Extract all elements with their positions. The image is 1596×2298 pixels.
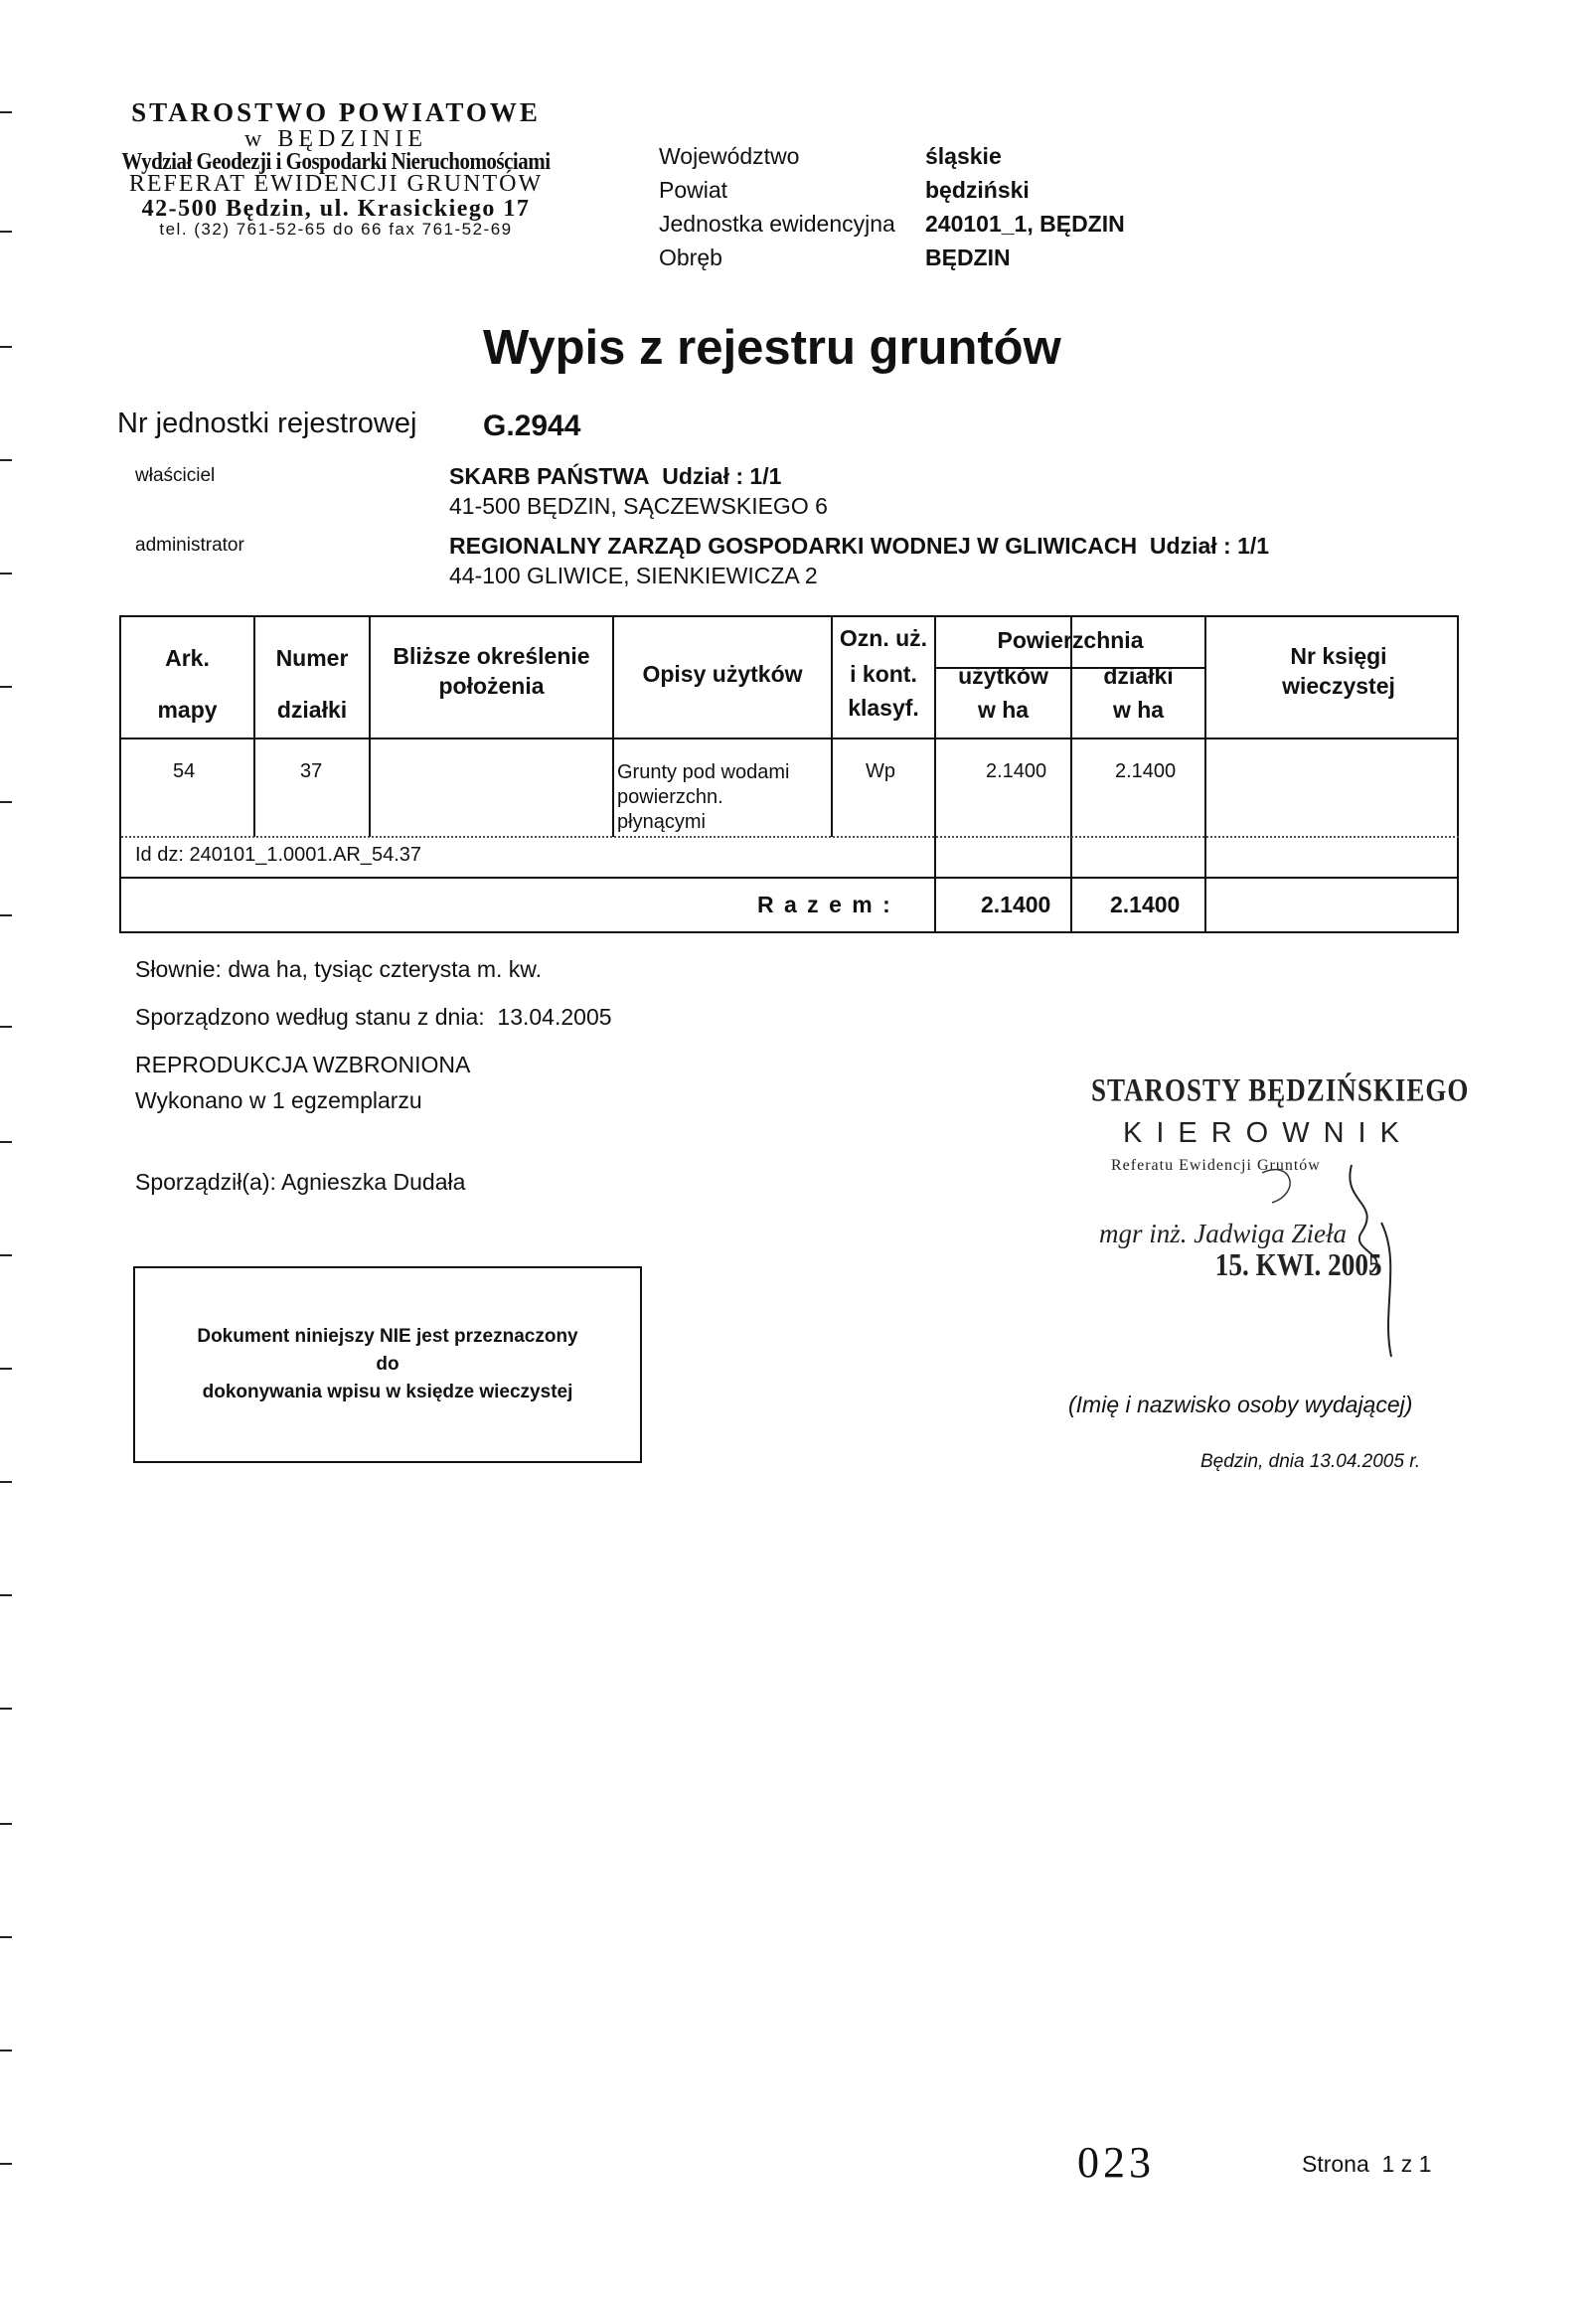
slownie: Słownie: dwa ha, tysiąc czterysta m. kw.: [135, 956, 543, 982]
sporzadzono-label: Sporządzono według stanu z dnia:: [135, 1004, 485, 1030]
parcel-table: [119, 615, 1459, 933]
sporzadzono: [135, 1004, 612, 1031]
stamp-line-4: mgr inż. Jadwiga Zieła: [1099, 1219, 1348, 1248]
notice-line-1: Dokument niniejszy NIE jest przeznaczony: [197, 1326, 578, 1347]
wojewodztwo-label: Województwo: [659, 143, 800, 169]
stamp-date: 15. KWI. 2005: [1214, 1246, 1382, 1282]
cell-pow-dzialki: 2.1400: [1115, 760, 1177, 782]
header-ozn-1: Ozn. uż.: [839, 625, 928, 651]
obreb-value: BĘDZIN: [925, 245, 1011, 270]
razem-label: R a z e m :: [757, 892, 892, 917]
cell-ark: 54: [173, 760, 196, 782]
cell-opis-line-2: powierzchn.: [617, 786, 723, 808]
office-line-5: 42-500 Będzin, ul. Krasickiego 17: [141, 195, 531, 222]
obreb-label: Obręb: [659, 245, 722, 270]
razem-uzytkow: 2.1400: [981, 892, 1051, 917]
cell-ozn: Wp: [866, 760, 895, 782]
administrator-address: 44-100 GLIWICE, SIENKIEWICZA 2: [449, 563, 818, 588]
wojewodztwo-value: śląskie: [925, 143, 1002, 169]
notice-line-3: dokonywania wpisu w księdze wieczystej: [202, 1382, 573, 1402]
cell-numer: 37: [300, 760, 323, 782]
powiat-label: Powiat: [659, 177, 728, 203]
cell-pow-uzytkow: 2.1400: [986, 760, 1047, 782]
office-line-1: STAROSTWO POWIATOWE: [131, 97, 541, 127]
office-line-4: REFERAT EWIDENCJI GRUNTÓW: [128, 171, 544, 198]
notice-line-2: do: [376, 1354, 399, 1375]
header-ark-2: mapy: [157, 697, 218, 723]
wlasciciel-role: właściciel: [135, 465, 216, 486]
notice-box: [133, 1266, 642, 1463]
wlasciciel-name: SKARB PAŃSTWA: [449, 463, 650, 489]
header-numer-2: działki: [276, 697, 348, 723]
stamp-line-2: KIEROWNIK: [1123, 1117, 1413, 1149]
header-ozn-3: klasyf.: [848, 695, 919, 721]
administrator-name: REGIONALNY ZARZĄD GOSPODARKI WODNEJ W GLIWICACH: [449, 533, 1138, 559]
signature: [1232, 1163, 1431, 1362]
office-stamp: [117, 99, 555, 239]
miejsce-data: Będzin, dnia 13.04.2005 r.: [1200, 1451, 1421, 1472]
strona: Strona 1 z 1: [1302, 2151, 1432, 2177]
office-line-3: Wydział Geodezji i Gospodarki Nieruchomościami: [121, 147, 551, 175]
header-dzialki-1: działki: [1103, 663, 1174, 689]
nr-jednostki-label: Nr jednostki rejestrowej: [117, 408, 417, 439]
id-dz: Id dz: 240101_1.0001.AR_54.37: [135, 844, 422, 866]
office-line-6: tel. (32) 761-52-65 do 66 fax 761-52-69: [159, 220, 513, 240]
header-ksiega: Nr księgi wieczystej: [1282, 643, 1395, 699]
nr-jednostki-value: G.2944: [483, 410, 581, 442]
page-number-hand: 023: [1077, 2138, 1155, 2187]
cell-opis: [617, 760, 789, 835]
office-line-2: w BĘDZINIE: [244, 125, 427, 152]
jednostka-value: 240101_1, BĘDZIN: [925, 211, 1125, 237]
header-ozn-2: i kont.: [850, 661, 917, 687]
cell-opis-line-1: Grunty pod wodami: [617, 761, 790, 783]
wlasciciel-block: [449, 461, 828, 521]
stamp-line-1: STAROSTY BĘDZIŃSKIEGO: [1091, 1071, 1470, 1108]
header-uzytkow-1: użytków: [958, 663, 1048, 689]
jednostka-label: Jednostka ewidencyjna: [659, 211, 895, 237]
header-dzialki-2: w ha: [1112, 697, 1165, 723]
wlasciciel-address: 41-500 BĘDZIN, SĄCZEWSKIEGO 6: [449, 493, 828, 519]
sporzadzil: Sporządził(a): Agnieszka Dudała: [135, 1169, 466, 1195]
administrator-role: administrator: [135, 535, 244, 556]
cell-opis-line-3: płynącymi: [617, 811, 706, 833]
header-ark-1: Ark.: [165, 645, 210, 671]
page-title: Wypis z rejestru gruntów: [483, 321, 1061, 375]
imie-label: (Imię i nazwisko osoby wydającej): [1068, 1392, 1413, 1417]
powiat-value: będziński: [925, 177, 1030, 203]
header-blizsze: Bliższe określenie położenia: [393, 643, 590, 699]
header-numer-1: Numer: [275, 645, 349, 671]
reprodukcja: REPRODUKCJA WZBRONIONA: [135, 1052, 471, 1077]
header-powierzchnia: Powierzchnia: [997, 627, 1144, 653]
wlasciciel-share: Udział : 1/1: [662, 463, 782, 489]
wykonano: Wykonano w 1 egzemplarzu: [135, 1087, 422, 1113]
header-opisy: Opisy użytków: [642, 661, 803, 687]
administrator-share: Udział : 1/1: [1149, 533, 1270, 559]
administrator-block: [449, 531, 1269, 590]
stamp-line-3: Referatu Ewidencji Gruntów: [1111, 1157, 1321, 1174]
sporzadzono-date: 13.04.2005: [497, 1004, 612, 1030]
razem-dzialki: 2.1400: [1110, 892, 1181, 917]
header-uzytkow-2: w ha: [977, 697, 1030, 723]
